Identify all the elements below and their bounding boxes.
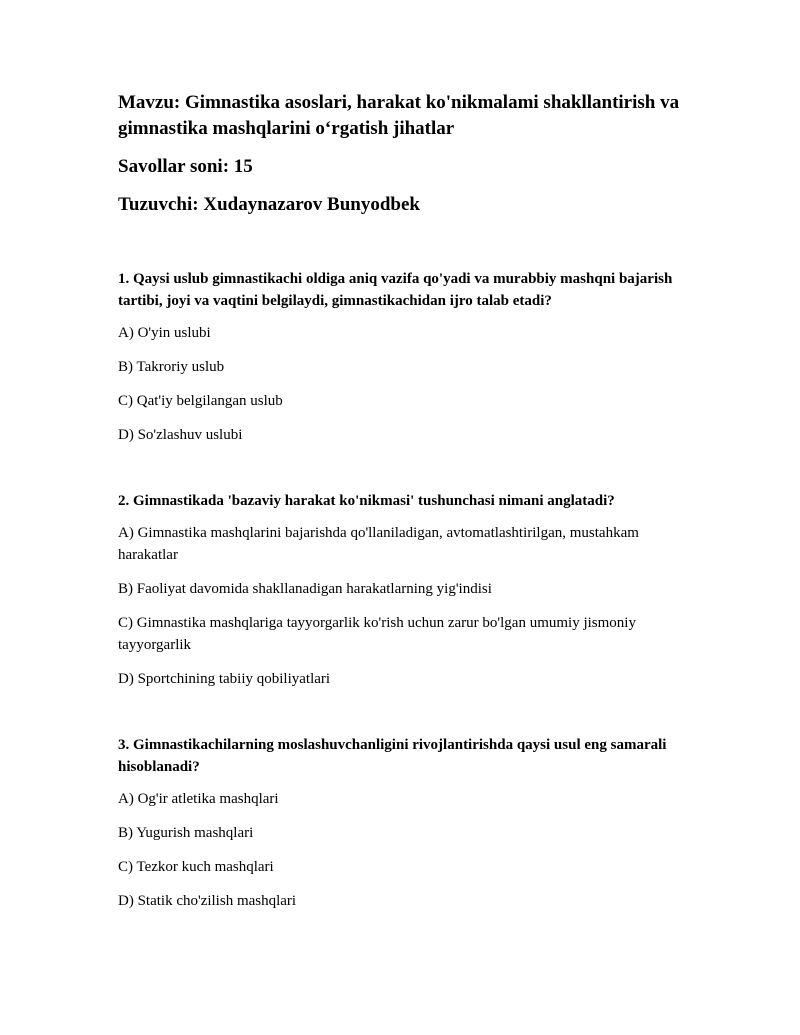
question-text: 2. Gimnastikada 'bazaviy harakat ko'nikmasi' tushunchasi nimani anglatadi? <box>118 493 615 509</box>
option-c: C) Qat'iy belgilangan uslub <box>118 393 283 409</box>
question-2 <box>118 490 688 690</box>
question-count: Savollar soni: 15 <box>118 156 253 177</box>
option-d: D) Sportchining tabiiy qobiliyatlari <box>118 671 331 687</box>
option-b: B) Takroriy uslub <box>118 359 225 375</box>
option-d: D) Statik cho'zilish mashqlari <box>118 893 297 909</box>
option-b: B) Yugurish mashqlari <box>118 825 254 841</box>
option-b: B) Faoliyat davomida shakllanadigan harakatlarning yig'indisi <box>118 581 492 597</box>
option-a: A) Gimnastika mashqlarini bajarishda qo'llaniladigan, avtomatlashtirilgan, mustahkam harakatlar <box>118 525 639 563</box>
option-a: A) O'yin uslubi <box>118 325 211 341</box>
question-3 <box>118 734 688 912</box>
option-a: A) Og'ir atletika mashqlari <box>118 791 279 807</box>
option-c: C) Gimnastika mashqlariga tayyorgarlik ko'rish uchun zarur bo'lgan umumiy jismoniy tayyorgarlik <box>118 615 636 653</box>
option-d: D) So'zlashuv uslubi <box>118 427 243 443</box>
document-header <box>118 90 688 218</box>
document-page <box>118 90 688 924</box>
question-text: 1. Qaysi uslub gimnastikachi oldiga aniq vazifa qo'yadi va murabbiy mashqni bajarish tartibi, joyi va vaqtini belgilaydi, gimnastikachidan ijro talab etadi? <box>118 271 673 309</box>
topic-heading <box>118 90 688 142</box>
option-c: C) Tezkor kuch mashqlari <box>118 859 274 875</box>
topic-line-1: Mavzu: Gimnastika asoslari, harakat ko'nikmalami shakllantirish va <box>118 92 680 113</box>
question-1 <box>118 268 688 446</box>
author-line: Tuzuvchi: Xudaynazarov Bunyodbek <box>118 194 420 215</box>
topic-line-2: gimnastika mashqlarini o‘rgatish jihatlar <box>118 118 455 139</box>
question-text: 3. Gimnastikachilarning moslashuvchanligini rivojlantirishda qaysi usul eng samarali hisoblanadi? <box>118 737 667 775</box>
